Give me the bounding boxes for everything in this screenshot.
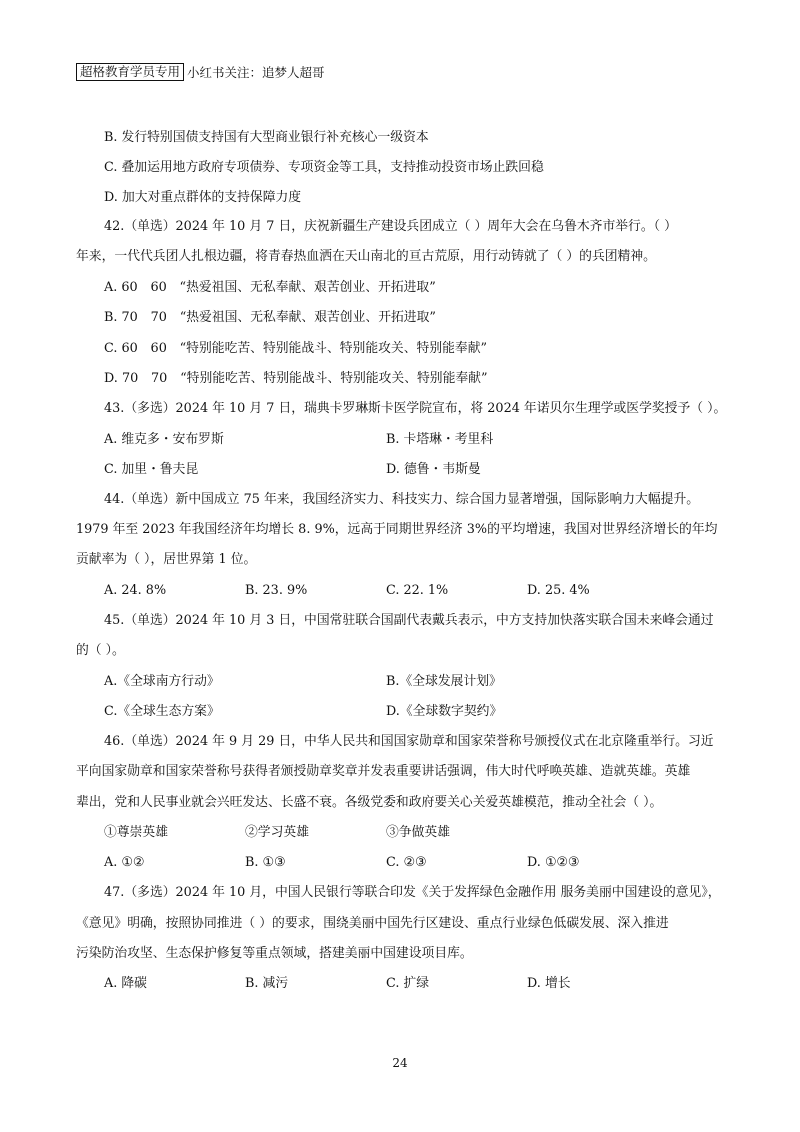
q47-stem-line-1: 47.（多选）2024 年 10 月，中国人民银行等联合印发《关于发挥绿色金融作用 服务美丽中国建设的意见》， <box>104 885 721 900</box>
q43-option-d: D. 德鲁・韦斯曼 <box>386 462 481 477</box>
q43-stem-line-1: 43.（多选）2024 年 10 月 7 日，瑞典卡罗琳斯卡医学院宣布，将 2024 年诺贝尔生理学或医学奖授予（ ）。 <box>104 401 727 416</box>
page-number: 24 <box>392 1056 408 1070</box>
q42-option-c: C. 60 60 “特别能吃苦、特别能战斗、特别能攻关、特别能奉献” <box>104 341 488 356</box>
header-note: 小红书关注：追梦人超哥 <box>187 65 325 80</box>
q43-option-b: B. 卡塔琳・考里科 <box>386 432 494 447</box>
q45-option-b: B.《全球发展计划》 <box>386 674 502 689</box>
q47-option-b: B. 减污 <box>245 976 289 991</box>
q42-stem-line-2: 年来，一代代兵团人扎根边疆，将青春热血洒在天山南北的亘古荒原，用行动铸就了（ ）的兵团精神。 <box>76 249 656 264</box>
header-label-box: 超格教育学员专用 <box>76 63 184 81</box>
q46-item-2: ②学习英雄 <box>245 825 309 840</box>
q42-option-b: B. 70 70 “热爱祖国、无私奉献、艰苦创业、开拓进取” <box>104 310 436 325</box>
q47-stem-line-3: 污染防治攻坚、生态保护修复等重点领域，搭建美丽中国建设项目库。 <box>76 946 473 961</box>
q41-option-c: C. 叠加运用地方政府专项债券、专项资金等工具，支持推动投资市场止跌回稳 <box>104 160 544 175</box>
q44-option-b: B. 23. 9% <box>245 583 308 598</box>
q46-item-3: ③争做英雄 <box>386 825 450 840</box>
q44-option-c: C. 22. 1% <box>386 583 449 598</box>
q46-item-1: ①尊崇英雄 <box>104 825 168 840</box>
q44-stem-line-1: 44.（单选）新中国成立 75 年来，我国经济实力、科技实力、综合国力显著增强，国际影响力大幅提升。 <box>104 492 700 507</box>
q46-option-a: A. ①② <box>104 855 145 870</box>
q44-stem-line-2: 1979 年至 2023 年我国经济年均增长 8. 9%，远高于同期世界经济 3%的平均增速，我国对世界经济增长的年均 <box>76 522 718 537</box>
page-header <box>76 63 325 81</box>
q47-option-c: C. 扩绿 <box>386 976 430 991</box>
q42-option-d: D. 70 70 “特别能吃苦、特别能战斗、特别能攻关、特别能奉献” <box>104 371 488 386</box>
q43-option-a: A. 维克多・安布罗斯 <box>104 432 224 447</box>
q47-option-a: A. 降碳 <box>104 976 147 991</box>
q42-stem-line-1: 42.（单选）2024 年 10 月 7 日，庆祝新疆生产建设兵团成立（ ）周年大会在乌鲁木齐市举行。（ ） <box>104 219 677 234</box>
q44-option-d: D. 25. 4% <box>527 583 590 598</box>
q47-option-d: D. 增长 <box>527 976 571 991</box>
q43-option-c: C. 加里・鲁夫昆 <box>104 462 199 477</box>
q47-stem-line-2: 《意见》明确，按照协同推进（ ）的要求，围绕美丽中国先行区建设、重点行业绿色低碳发展、深入推进 <box>76 916 669 931</box>
q42-option-a: A. 60 60 “热爱祖国、无私奉献、艰苦创业、开拓进取” <box>104 280 436 295</box>
q41-option-d: D. 加大对重点群体的支持保障力度 <box>104 190 302 205</box>
q46-stem-line-1: 46.（单选）2024 年 9 月 29 日，中华人民共和国国家勋章和国家荣誉称号颁授仪式在北京隆重举行。习近 <box>104 734 714 749</box>
q44-option-a: A. 24. 8% <box>104 583 167 598</box>
q45-stem-line-1: 45.（单选）2024 年 10 月 3 日，中国常驻联合国副代表戴兵表示，中方支持加快落实联合国未来峰会通过 <box>104 613 714 628</box>
q44-stem-line-3: 贡献率为（ ），居世界第 1 位。 <box>76 552 257 567</box>
q45-option-a: A.《全球南方行动》 <box>104 674 220 689</box>
q45-stem-line-2: 的（ ）。 <box>76 643 125 658</box>
q45-option-c: C.《全球生态方案》 <box>104 704 220 719</box>
q46-stem-line-2: 平向国家勋章和国家荣誉称号获得者颁授勋章奖章并发表重要讲话强调，伟大时代呼唤英雄、造就英雄。英雄 <box>76 764 691 779</box>
q45-option-d: D.《全球数字契约》 <box>386 704 503 719</box>
q46-stem-line-3: 辈出，党和人民事业就会兴旺发达、长盛不衰。各级党委和政府要关心关爱英雄模范，推动全社会（ ）。 <box>76 795 663 810</box>
q46-option-d: D. ①②③ <box>527 855 580 870</box>
q46-option-b: B. ①③ <box>245 855 286 870</box>
q41-option-b: B. 发行特别国债支持国有大型商业银行补充核心一级资本 <box>104 130 429 145</box>
q46-option-c: C. ②③ <box>386 855 427 870</box>
